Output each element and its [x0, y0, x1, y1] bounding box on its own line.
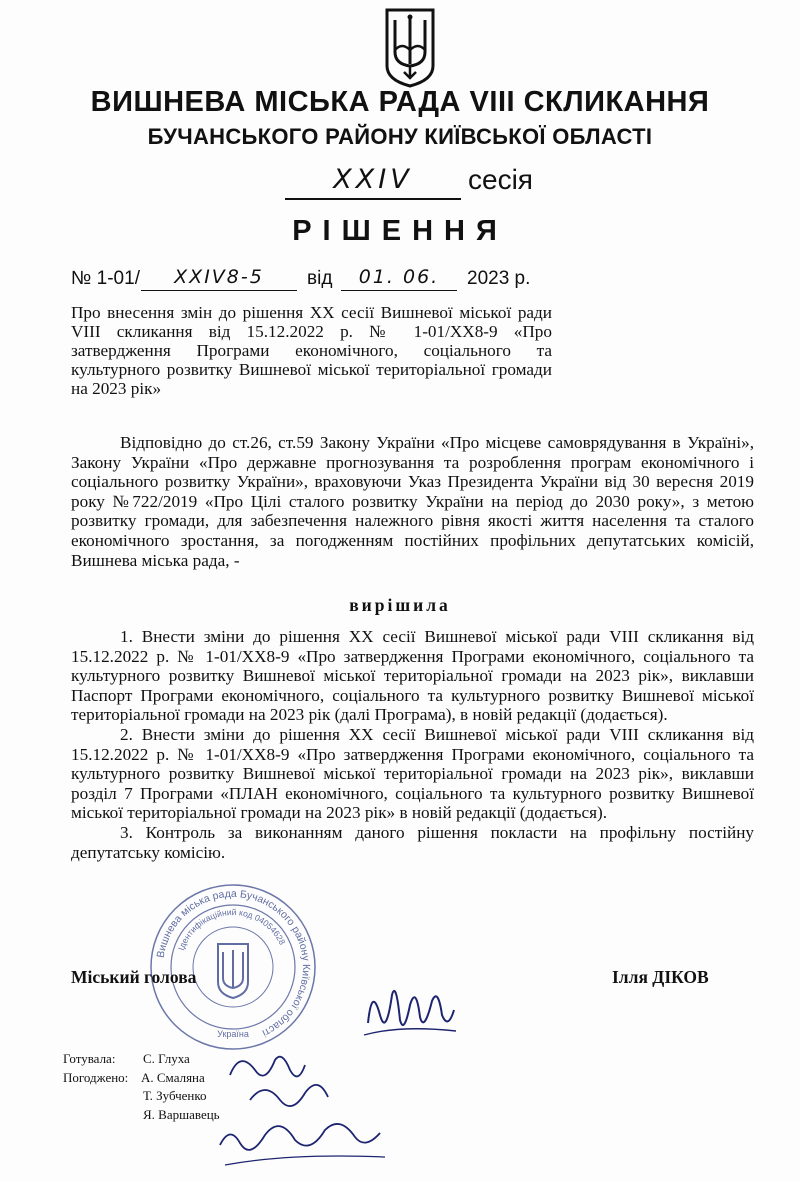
- agreed-name: Т. Зубченко: [143, 1088, 207, 1103]
- district-name: БУЧАНСЬКОГО РАЙОНУ КИЇВСЬКОЇ ОБЛАСТІ: [147, 124, 653, 149]
- decision-item: 2. Внести зміни до рішення XX сесії Вишневої міської ради VIII скликання від 15.12.2022 р. № 1-01/XX8-9 «Про затвердження Програми економічного, соціального та культурного розвитку Вишневої міської територіальної громади на 2023 рік», виклавши розділ 7 Програми «ПЛАН економічного, соціального та культурного розвитку Вишневої міської територіальної громади на 2023 рік» в новій редакції (додається).: [71, 724, 754, 823]
- decision-item: 3. Контроль за виконанням даного рішення покласти на профільну постійну депутатську комісію.: [71, 822, 754, 862]
- session-number-field: [285, 162, 461, 200]
- date-value: 01. 06.: [358, 266, 440, 288]
- agreed-label: Погоджено:: [63, 1070, 129, 1085]
- mayor-position: Міський голова: [71, 967, 197, 987]
- seal-bottom-text: Україна: [217, 1029, 249, 1039]
- document-type-title: РІШЕННЯ: [292, 215, 508, 247]
- agreed-name: А. Смаляна: [141, 1070, 205, 1085]
- decision-item: 1. Внести зміни до рішення XX сесії Вишневої міської ради VIII скликання від 15.12.2022 р. № 1-01/XX8-9 «Про затвердження Програми економічного, соціального та культурного розвитку Вишневої міської територіальної громади на 2023 рік», виклавши Паспорт Програми економічного, соціального та культурного розвитку Вишневої міської територіальної громади на 2023 рік (далі Програма), в новій редакції (додається).: [71, 627, 754, 725]
- decision-number-field: [141, 262, 297, 291]
- date-field: [341, 262, 457, 291]
- seal-inner-text: Ідентифікаційний код 04054628: [175, 906, 288, 952]
- agreed-name: Я. Варшавець: [143, 1107, 220, 1122]
- prepared-label: Готувала:: [63, 1051, 116, 1066]
- approval-signatures-icon: [210, 1045, 390, 1175]
- prepared-name: С. Глуха: [143, 1051, 190, 1066]
- seal-outer-text: Вишнева міська рада Бучанського району Київської області: [154, 887, 313, 1040]
- trident-icon: [384, 6, 436, 88]
- decision-number-value: XXIV8-5: [174, 266, 264, 288]
- session-number: XXIV: [333, 164, 413, 195]
- mayor-name: Ілля ДІКОВ: [612, 967, 709, 987]
- resolved-heading: вирішила: [349, 595, 451, 615]
- decision-number-row: [71, 262, 711, 296]
- mayor-signature-icon: [360, 975, 460, 1045]
- session-label: сесія: [468, 164, 533, 195]
- council-name: ВИШНЕВА МІСЬКА РАДА VIII СКЛИКАННЯ: [90, 86, 710, 118]
- decision-year: 2023 р.: [467, 268, 531, 289]
- decision-subject: Про внесення змін до рішення XX сесії Вишневої міської ради VIII скликання від 15.12.2022 р. № 1-01/XX8-9 «Про затвердження Програми економічного, соціального та культурного розвитку Вишневої міської територіальної громади на 2023 рік»: [71, 303, 552, 398]
- decision-items: [71, 627, 754, 862]
- preamble-paragraph: Відповідно до ст.26, ст.59 Закону України «Про місцеве самоврядування в Україні», Закону України «Про державне прогнозування та розроблення програм економічного і соціального розвитку України», враховуючи Указ Президента України від 30 вересня 2019 року №722/2019 «Про Цілі сталого розвитку України на період до 2030 року», з метою розвитку громади, для забезпечення належного рівня якості життя населення та сталого економічного зростання, за погодженням постійних профільних депутатських комісій, Вишнева міська рада, -: [71, 433, 754, 570]
- decision-number-label: № 1-01/: [71, 268, 140, 289]
- date-label: від: [307, 268, 333, 289]
